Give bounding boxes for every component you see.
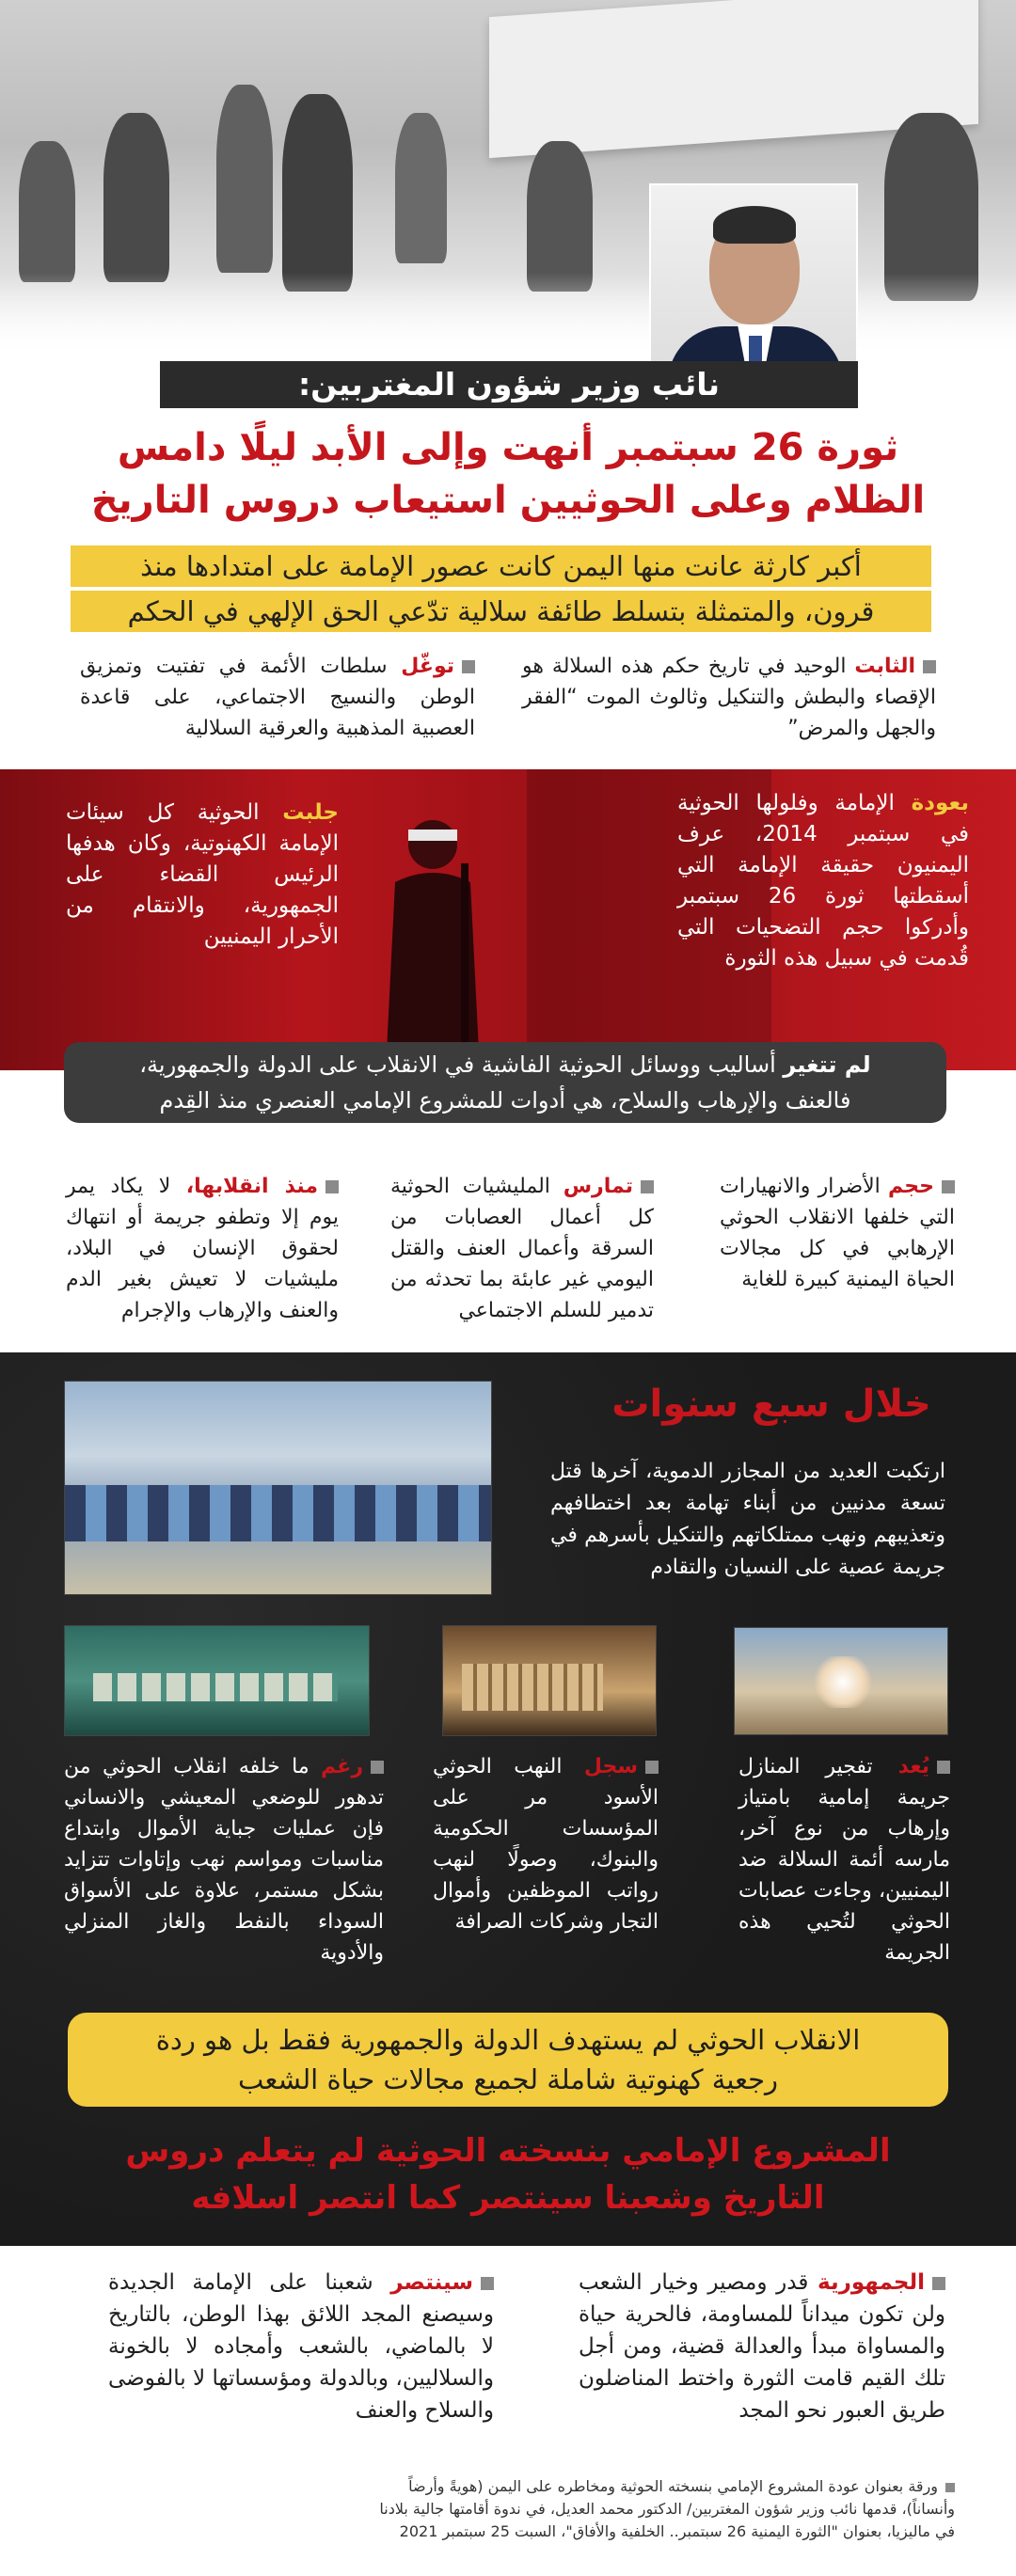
bullet-icon (462, 660, 475, 673)
seven-years-title: خلال سبع سنوات (611, 1383, 931, 1426)
bullet-icon (641, 1180, 654, 1193)
point-tawaghul: توغّل سلطات الأئمة في تفتيت وتمزيق الوطن والنسيج الاجتماعي، على قاعدة العصبية المذهبية والعرقية السلالية (80, 655, 475, 740)
gold-pill: الانقلاب الحوثي لم يستهدف الدولة والجمهورية فقط بل هو ردة رجعية كهنوتية شاملة لجميع مجالات حياة الشعب (68, 2013, 948, 2107)
main-headline: ثورة 26 سبتمبر أنهت وإلى الأبد ليلًا دامس الظلام وعلى الحوثيين استيعاب دروس التاريخ (90, 426, 926, 522)
intro-line-1: أكبر كارثة عانت منها اليمن كانت عصور الإمامة على امتدادها منذ (71, 545, 931, 587)
point-sijil: سجل النهب الحوثي الأسود مر على المؤسسات الحكومية والبنوك، وصولًا لنهب رواتب الموظفين وأموال التجار وشركات الصرافة (433, 1755, 659, 1934)
point-hajm: حجم الأضرار والانهيارات التي خلفها الانقلاب الحوثي الإرهابي في كل مجالات الحياة اليمنية كبيرة للغاية (720, 1175, 955, 1291)
point-sayantasir: سينتصر شعبنا على الإمامة الجديدة وسيصنع المجد اللائق بهذا الوطن، بالتاريخ لا بالماضي، بالشعب وأمجاده لا بالخونة والسلاليين، وبالدولة ومؤسساتها لا بالفوضى والسلاح والعنف (108, 2270, 494, 2423)
red-band (0, 769, 1016, 1070)
prisoners-photo (64, 1381, 492, 1595)
bullet-icon (945, 2483, 955, 2492)
bullet-icon (481, 2277, 494, 2290)
point-jumhuriya: الجمهورية قدر ومصير وخيار الشعب ولن تكون ميداناً للمساومة، فالحرية حياة والمساواة مبدأ والعدالة قضية، ومن أجل تلك القيم قامت الثورة واختط المناضلون طريق العبور نحو المجد (579, 2270, 945, 2423)
bullet-icon (937, 1761, 950, 1774)
bullet-icon (371, 1761, 384, 1774)
point-thabit: الثابت الوحيد في تاريخ حكم هذه السلالة هو الإقصاء والبطش والتنكيل وثالوث الموت “الفقر والجهل والمرض” (522, 655, 936, 740)
footer-source: ورقة بعنوان عودة المشروع الإمامي بنسخته الحوثية ومخاطره على اليمن (هويةً وأرضاً وأنساناً)، قدمها نائب وزير شؤون المغتربين/ الدكتور محمد العديل، في ندوة أقامتها جالية بلادنا في ماليزيا، بعنوان "الثورة اليمنية 26 سبتمبر.. الخلفية والأفاق"، السبت 25 سبتمبر 2021 (379, 2477, 955, 2540)
red-statement: المشروع الإمامي بنسخته الحوثية لم يتعلم دروس التاريخ وشعبنا سينتصر كما انتصر اسلافه (125, 2132, 891, 2217)
subtitle-bar: نائب وزير شؤون المغتربين: (160, 361, 858, 408)
dark-pill: لم تتغير أساليب ووسائل الحوثية الفاشية في الانقلاب على الدولة والجمهورية، فالعنف والإرهاب والسلاح، هي أدوات للمشروع الإمامي العنصري منذ القِدم (64, 1042, 946, 1123)
point-raghm: رغم ما خلفه انقلاب الحوثي من تدهور للوضعي المعيشي والانساني فإن عمليات جباية الأموال وابتداع مناسبات ومواسم نهب وإتاوات تتزايد بشكل مستمر، علاوة على الأسواق السوداء بالنفط والغاز المنزلي والأدوية (64, 1755, 384, 1965)
point-yuad: يُعد تفجير المنازل جريمة إمامية بامتياز وإرهاب من نوع آخر، مارسه أئمة السلالة ضد اليمنيين، وجاءت عصابات الحوثي لتُحيي هذه الجريمة (738, 1755, 950, 1965)
bullet-icon (932, 2277, 945, 2290)
point-bi-awda: بعودة الإمامة وفلولها الحوثية في سبتمبر 2014، عرف اليمنيون حقيقة الإمامة التي أسقطتها ثورة 26 سبتمبر وأدركوا حجم التضحيات التي قُدمت في سبيل هذه الثورة (677, 791, 969, 971)
soldier-silhouette-icon (376, 807, 489, 1070)
point-mundhu: منذ انقلابها، لا يكاد يمر يوم إلا وتطفو جريمة أو انتهاك لحقوق الإنسان في البلاد، مليشيات لا تعيش بغير الدم والعنف والإرهاب والإجرام (66, 1175, 339, 1322)
bullet-icon (325, 1180, 339, 1193)
bullet-icon (923, 660, 936, 673)
house-explosion-photo (734, 1627, 948, 1735)
bullet-icon (645, 1761, 659, 1774)
seized-goods-photo (64, 1625, 370, 1736)
point-jalabat: جلبت الحوثية كل سيئات الإمامة الكهنوتية، وكان هدفها الرئيس القضاء على الجمهورية، والانتقام من الأحرار اليمنيين (66, 800, 339, 949)
hero-photo (0, 0, 1016, 357)
seven-years-text: ارتكبت العديد من المجازر الدموية، آخرها قتل تسعة مدنيين من أبناء تهامة بعد اختطافهم وتعذيبهم ونهب ممتلكاتهم والتنكيل بأسرهم في جريمة عصية على النسيان والتقادم (550, 1460, 945, 1579)
bullet-icon (942, 1180, 955, 1193)
money-stacks-photo (442, 1625, 657, 1736)
intro-line-2: قرون، والمتمثلة بتسلط طائفة سلالية تدّعي الحق الإلهي في الحكم (71, 591, 931, 632)
point-tumaris: تمارس المليشيات الحوثية كل أعمال العصابات من السرقة وأعمال العنف والقتل اليومي غير عابئة بما تحدثه من تدمير للسلم الاجتماعي (390, 1175, 654, 1322)
